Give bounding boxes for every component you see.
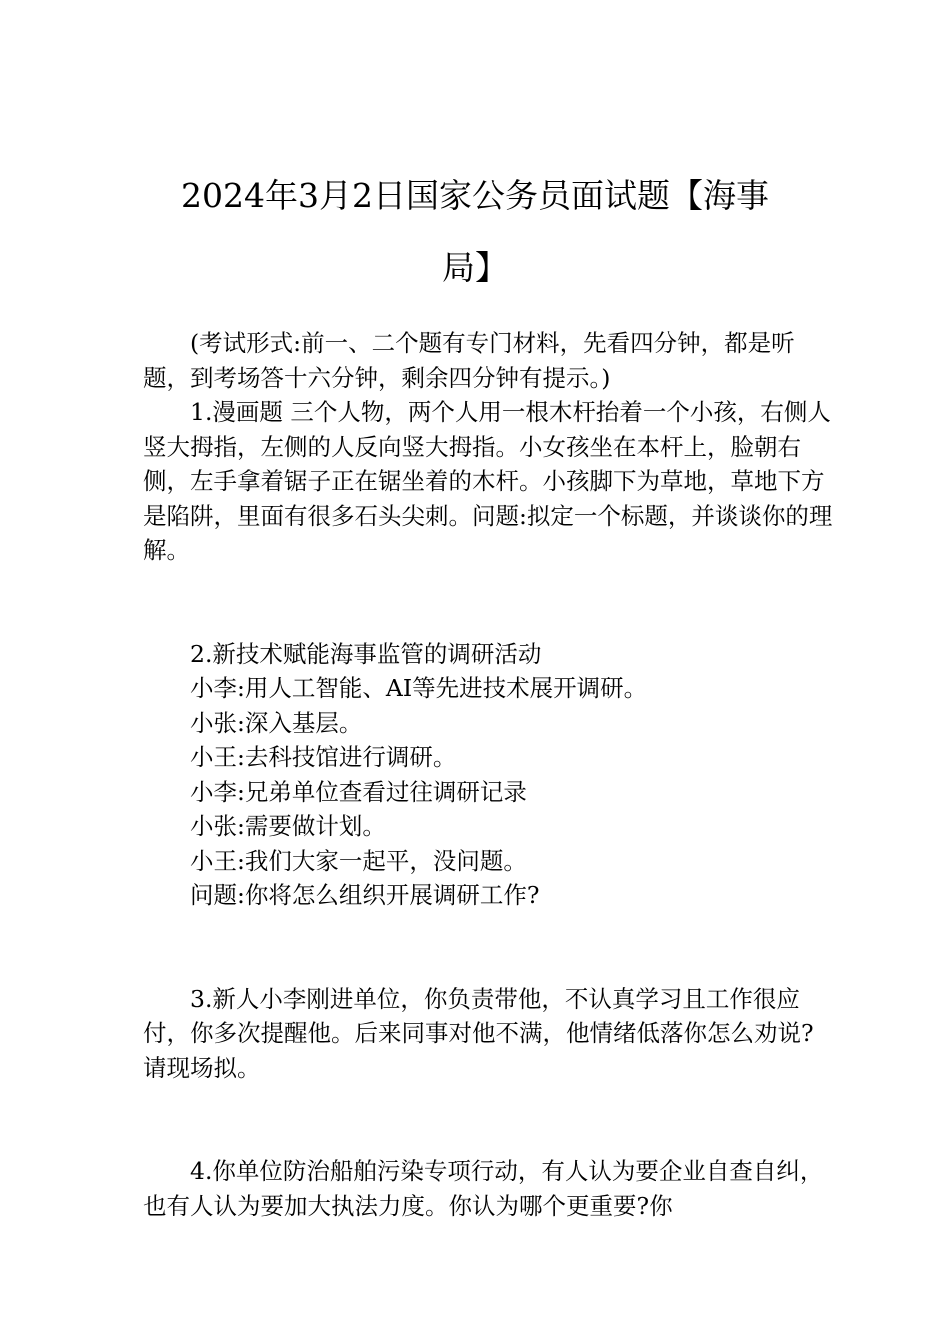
dialogue-line: 小张:深入基层。 (190, 708, 363, 737)
dialogue-line: 小王:我们大家一起平，没问题。 (190, 846, 527, 875)
dialogue-line: 小李:兄弟单位查看过往调研记录 (190, 777, 527, 806)
question-2-prompt: 问题:你将怎么组织开展调研工作? (190, 881, 540, 909)
title-line-1: 2024年3月2日国家公务员面试题【海事 (181, 176, 769, 215)
document-body (143, 326, 833, 1223)
question-2-heading: 2.新技术赋能海事监管的调研活动 (190, 639, 542, 668)
question-3: 3.新人小李刚进单位，你负责带他，不认真学习且工作很应付，你多次提醒他。后来同事对他不满，他情绪低落你怎么劝说?请现场拟。 (143, 984, 814, 1082)
spacer (143, 913, 833, 982)
spacer (143, 1085, 833, 1154)
dialogue-line: 小王:去科技馆进行调研。 (190, 743, 457, 771)
title-line-2: 局】 (442, 248, 508, 287)
spacer (143, 568, 833, 637)
dialogue-line: 小张:需要做计划。 (190, 812, 386, 840)
question-4: 4.你单位防治船舶污染专项行动，有人认为要企业自查自纠，也有人认为要加大执法力度。你认为哪个更重要?你 (143, 1157, 824, 1220)
document-title (150, 160, 800, 304)
question-1: 1.漫画题 三个人物，两个人用一根木杆抬着一个小孩，右侧人竖大拇指，左侧的人反向竖大拇指。小女孩坐在本杆上，脸朝右侧，左手拿着锯子正在锯坐着的木杆。小孩脚下为草地，草地下方是陷阱，里面有很多石头尖刺。问题:拟定一个标题，并谈谈你的理解。 (143, 398, 833, 564)
dialogue-line: 小李:用人工智能、AI等先进技术展开调研。 (190, 674, 648, 702)
exam-format-note: (考试形式:前一、二个题有专门材料，先看四分钟，都是听题，到考场答十六分钟，剩余四分钟有提示。) (143, 329, 795, 392)
